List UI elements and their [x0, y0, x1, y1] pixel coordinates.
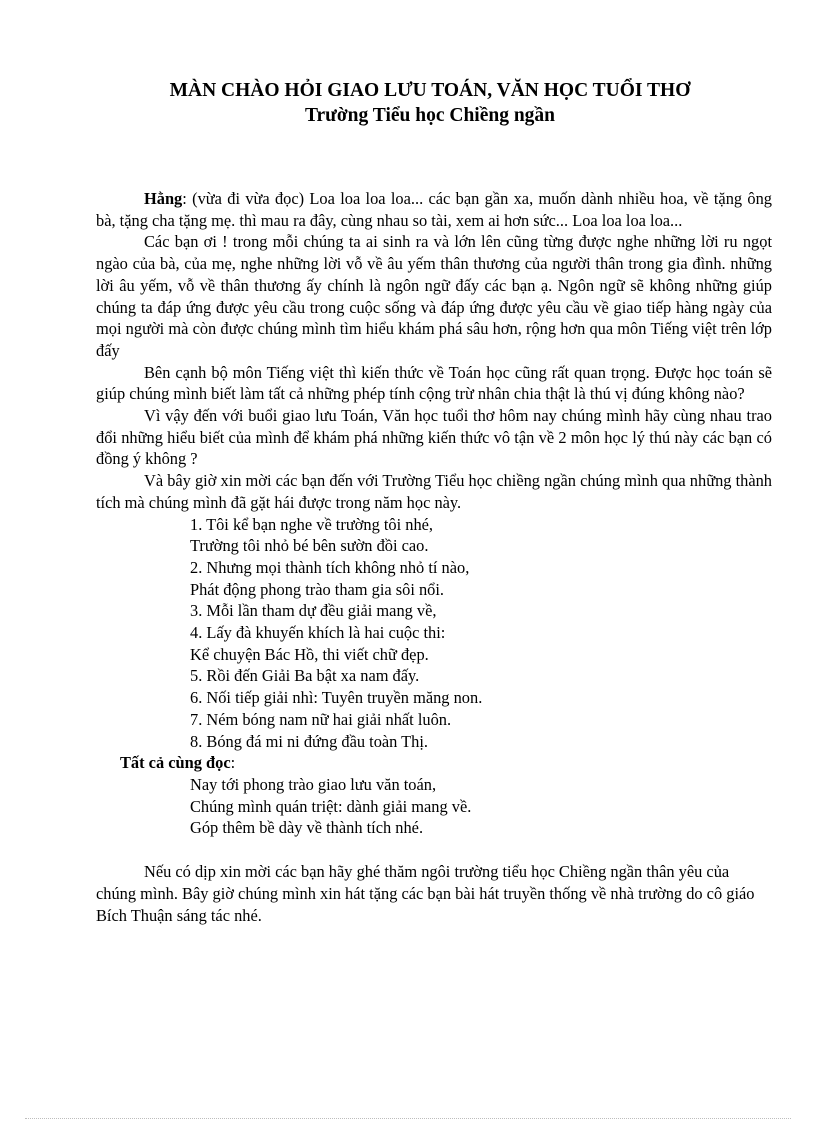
chorus-heading	[120, 752, 772, 774]
chorus-label: Tất cả cùng đọc	[120, 753, 231, 773]
poem-line: Kể chuyện Bác Hồ, thi viết chữ đẹp.	[190, 644, 429, 664]
poem-line: 2. Nhưng mọi thành tích không nhỏ tí nào,	[190, 557, 470, 577]
intro-text: : (vừa đi vừa đọc) Loa loa loa loa... các bạn gần xa, muốn dành nhiều hoa, về tặng ông bà, tặng cha tặng mẹ. thì mau ra đây, cùng nhau so tài, xem ai hơn sức... Loa loa loa loa...	[96, 189, 772, 230]
chorus-line: Chúng mình quán triệt: dành giải mang về.	[190, 796, 472, 816]
poem-line: 8. Bóng đá mi ni đứng đầu toàn Thị.	[190, 731, 429, 751]
poem-line: Phát động phong trào tham gia sôi nổi.	[190, 579, 445, 599]
achievement-poem	[96, 514, 772, 753]
poem-line: 7. Ném bóng nam nữ hai giải nhất luôn.	[190, 709, 452, 729]
intro-paragraph	[96, 188, 772, 231]
speaker-name: Hằng	[144, 189, 183, 208]
chorus-line: Nay tới phong trào giao lưu văn toán,	[190, 774, 437, 794]
poem-line: 6. Nối tiếp giải nhì: Tuyên truyền măng non.	[190, 688, 483, 708]
poem-line: 3. Mỗi lần tham dự đều giải mang về,	[190, 601, 437, 621]
paragraph-exchange: Vì vậy đến với buổi giao lưu Toán, Văn học tuổi thơ hôm nay chúng mình hãy cùng nhau trao đổi những hiểu biết của mình để khám phá những kiến thức vô tận về 2 môn học lý thú này các bạn có đồng ý không ?	[96, 406, 772, 469]
paragraph-language: Các bạn ơi ! trong mỗi chúng ta ai sinh ra và lớn lên cũng từng được nghe những lời ru ngọt ngào của bà, của mẹ, nghe những lời vỗ về âu yếm thân thương của người thân trong gia đình. những lời âu yếm, vỗ về thân thương ấy chính là ngôn ngữ đấy các bạn ạ. Ngôn ngữ sẽ không những giúp chúng ta đáp ứng được yêu cầu trong cuộc sống và đáp ứng được yêu cầu về giao tiếp hàng ngày của mọi người mà còn được chúng mình tìm hiểu khám phá sâu hơn, rộng hơn qua môn Tiếng việt trên lớp đấy	[96, 232, 772, 360]
paragraph-math: Bên cạnh bộ môn Tiếng việt thì kiến thức về Toán học cũng rất quan trọng. Được học toán sẽ giúp chúng mình biết làm tất cả những phép tính cộng trừ nhân chia thật là thú vị đúng không nào?	[96, 362, 772, 404]
poem-line: Trường tôi nhỏ bé bên sườn đồi cao.	[190, 536, 429, 556]
closing-paragraph: Nếu có dịp xin mời các bạn hãy ghé thăm ngôi trường tiểu học Chiềng ngần thân yêu của chúng mình. Bây giờ chúng mình xin hát tặng các bạn bài hát truyền thống về nhà trường do cô giáo Bích Thuận sáng tác nhé.	[96, 862, 755, 925]
paragraph-achievements: Và bây giờ xin mời các bạn đến với Trường Tiểu học chiềng ngần chúng mình qua những thành tích mà chúng mình đã gặt hái được trong năm học này.	[96, 471, 772, 512]
poem-line: 4. Lấy đà khuyến khích là hai cuộc thi:	[190, 623, 446, 643]
spacer	[96, 839, 772, 861]
document-title: MÀN CHÀO HỎI GIAO LƯU TOÁN, VĂN HỌC TUỔI THƠ	[169, 80, 691, 101]
page-bottom-divider	[25, 1118, 791, 1119]
chorus-verse	[96, 774, 772, 839]
poem-line: 5. Rồi đến Giải Ba bật xa nam đấy.	[190, 666, 420, 686]
school-name: Trường Tiểu học Chiềng ngần	[304, 105, 556, 126]
chorus-colon: :	[230, 753, 236, 773]
poem-line: 1. Tôi kể bạn nghe về trường tôi nhé,	[190, 514, 434, 534]
document-body	[96, 188, 772, 926]
chorus-line: Góp thêm bề dày về thành tích nhé.	[190, 818, 424, 838]
